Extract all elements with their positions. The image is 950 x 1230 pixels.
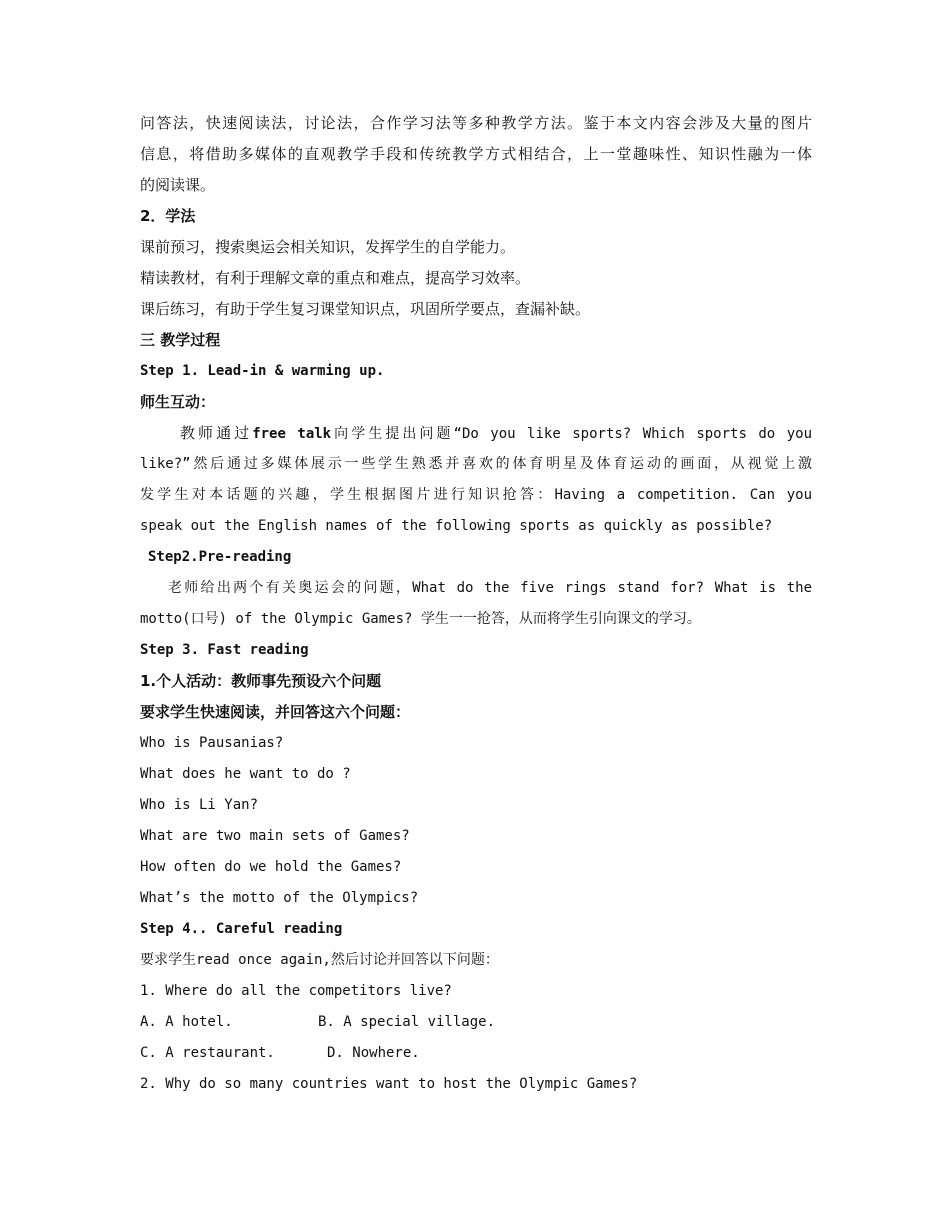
question-2: What does he want to do ? — [140, 766, 351, 782]
question-3: Who is Li Yan? — [140, 797, 259, 813]
study-item-2: 精读教材，有利于理解文章的重点和难点，提高学习效率。 — [140, 269, 531, 287]
step1-free-talk: free talk — [252, 426, 332, 442]
option-c: C. A restaurant. — [140, 1045, 275, 1061]
question-4: What are two main sets of Games? — [140, 828, 410, 844]
step3-subheading-2: 要求学生快速阅读，并回答这六个问题： — [140, 703, 411, 721]
intro-line-1: 问答法，快速阅读法，讨论法，合作学习法等多种教学方法。鉴于本文内容会涉及大量的图片 — [140, 114, 812, 132]
step2-heading: Step2.Pre-reading — [148, 549, 292, 565]
step4-instruction: 要求学生read once again,然后讨论并回答以下问题： — [140, 952, 499, 968]
step1-text-a: 教师通过 — [180, 424, 253, 442]
step1-line-1 — [140, 418, 812, 449]
intro-line-2: 信息，将借助多媒体的直观教学手段和传统教学方式相结合，上一堂趣味性、知识性融为一体 — [140, 145, 812, 163]
step1-line-3: 发学生对本话题的兴趣，学生根据图片进行知识抢答：Having a competition. Can you — [140, 487, 812, 503]
options-row-2 — [140, 1038, 812, 1069]
step1-line-4: speak out the English names of the following sports as quickly as possible? — [140, 518, 773, 534]
option-b: B. A special village. — [318, 1014, 496, 1030]
step3-subheading-1: 1.个人活动：教师事先预设六个问题 — [140, 672, 382, 690]
step4-question-1: 1. Where do all the competitors live? — [140, 983, 452, 999]
step1-heading: Step 1. Lead-in & warming up. — [140, 363, 385, 379]
step1-subheading: 师生互动： — [140, 393, 216, 411]
step4-heading: Step 4.. Careful reading — [140, 921, 343, 937]
question-1: Who is Pausanias? — [140, 735, 284, 751]
study-item-3: 课后练习，有助于学生复习课堂知识点，巩固所学要点，查漏补缺。 — [140, 300, 591, 318]
step2-line-1: 老师给出两个有关奥运会的问题，What do the five rings stand for? What is the — [168, 580, 812, 596]
option-d: D. Nowhere. — [327, 1045, 420, 1061]
question-6: What’s the motto of the Olympics? — [140, 890, 419, 906]
document-body — [140, 108, 812, 1100]
intro-line-3: 的阅读课。 — [140, 176, 216, 194]
step3-heading: Step 3. Fast reading — [140, 642, 309, 658]
step1-text-c: 向学生提出问题“Do you like sports? Which sports do you — [331, 426, 812, 442]
step4-question-2: 2. Why do so many countries want to host the Olympic Games? — [140, 1076, 638, 1092]
question-5: How often do we hold the Games? — [140, 859, 402, 875]
step2-line-2: motto(口号) of the Olympic Games? 学生一一抢答，从而将学生引向课文的学习。 — [140, 611, 701, 627]
options-row-1 — [140, 1007, 812, 1038]
option-a: A. A hotel. — [140, 1014, 233, 1030]
step1-line-2: like?”然后通过多媒体展示一些学生熟悉并喜欢的体育明星及体育运动的画面，从视觉上激 — [140, 456, 812, 472]
process-heading: 三 教学过程 — [140, 331, 221, 349]
study-item-1: 课前预习，搜索奥运会相关知识，发挥学生的自学能力。 — [140, 238, 516, 256]
study-method-heading: 2．学法 — [140, 207, 196, 225]
